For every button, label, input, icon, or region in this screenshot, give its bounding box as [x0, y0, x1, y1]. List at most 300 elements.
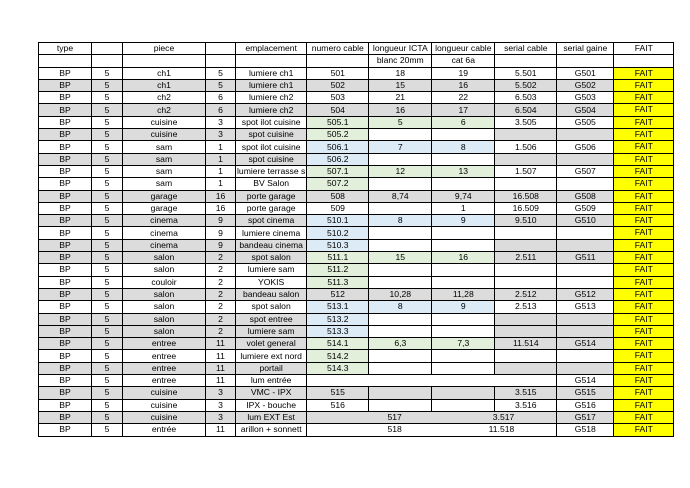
subheader-cell	[236, 55, 307, 67]
fait-badge: FAIT	[614, 326, 673, 337]
longueur-cable-cell	[432, 313, 495, 325]
level-cell: 5	[92, 387, 123, 399]
fait-badge: FAIT	[614, 117, 673, 128]
table-row	[39, 104, 674, 116]
type-cell: BP	[39, 153, 92, 165]
longueur-cable-cell: 13	[432, 165, 495, 177]
longueur-icta-cell	[369, 313, 432, 325]
numero-cable-cell: 513.1	[307, 301, 369, 313]
fait-cell	[614, 338, 674, 350]
level-cell: 5	[92, 178, 123, 190]
fait-cell	[614, 350, 674, 362]
serial-gaine-cell: G512	[557, 288, 614, 300]
room-number-cell: 5	[206, 67, 236, 79]
longueur-cable-cell	[432, 362, 495, 374]
type-cell: BP	[39, 264, 92, 276]
piece-cell: salon	[123, 252, 206, 264]
serial-cable-cell	[495, 239, 557, 251]
emplacement-cell: bandeau salon	[236, 288, 307, 300]
table-row	[39, 215, 674, 227]
serial-cable-cell	[495, 264, 557, 276]
fait-badge: FAIT	[614, 277, 673, 288]
type-cell: BP	[39, 104, 92, 116]
numero-cable-cell: 511.1	[307, 252, 369, 264]
serial-cable-cell: 1.506	[495, 141, 557, 153]
numero-cable-cell: 510.1	[307, 215, 369, 227]
type-cell: BP	[39, 116, 92, 128]
serial-cable-cell: 6.503	[495, 92, 557, 104]
type-cell: BP	[39, 227, 92, 239]
longueur-icta-cell	[369, 387, 432, 399]
longueur-icta-cell	[369, 264, 432, 276]
longueur-cable-cell	[432, 239, 495, 251]
longueur-icta-cell: 18	[369, 67, 432, 79]
serial-cable-cell	[495, 362, 557, 374]
level-cell: 5	[92, 215, 123, 227]
longueur-icta-cell: 16	[369, 104, 432, 116]
fait-badge: FAIT	[614, 252, 673, 263]
level-cell: 5	[92, 67, 123, 79]
piece-cell: salon	[123, 313, 206, 325]
numero-cable-cell: 504	[307, 104, 369, 116]
emplacement-cell: lum EXT Est	[236, 411, 307, 423]
numero-cable-cell: 508	[307, 190, 369, 202]
fait-cell	[614, 215, 674, 227]
room-number-cell: 16	[206, 190, 236, 202]
table-row	[39, 325, 674, 337]
emplacement-cell: spot cinema	[236, 215, 307, 227]
table-row	[39, 424, 674, 436]
longueur-cable-cell	[432, 264, 495, 276]
emplacement-cell: lum entrée	[236, 375, 307, 387]
piece-cell: sam	[123, 178, 206, 190]
type-cell: BP	[39, 178, 92, 190]
serial-gaine-cell	[557, 153, 614, 165]
serial-gaine-cell	[557, 178, 614, 190]
emplacement-cell: porte garage	[236, 190, 307, 202]
table-row	[39, 239, 674, 251]
serial-cable-cell	[495, 227, 557, 239]
fait-badge: FAIT	[614, 68, 673, 79]
room-number-cell: 1	[206, 165, 236, 177]
piece-cell: sam	[123, 165, 206, 177]
longueur-icta-cell	[369, 239, 432, 251]
level-cell: 5	[92, 276, 123, 288]
serial-gaine-cell	[557, 350, 614, 362]
piece-cell: garage	[123, 190, 206, 202]
fait-cell	[614, 411, 674, 423]
level-cell: 5	[92, 350, 123, 362]
serial-gaine-cell: G502	[557, 79, 614, 91]
numero-cable-cell: 515	[307, 387, 369, 399]
emplacement-cell: lumiere ext nord	[236, 350, 307, 362]
fait-badge: FAIT	[614, 227, 673, 238]
longueur-icta-cell	[369, 325, 432, 337]
serial-gaine-cell: G501	[557, 67, 614, 79]
serial-cable-cell	[495, 350, 557, 362]
serial-cable-cell: 11.514	[495, 338, 557, 350]
piece-cell: cinema	[123, 215, 206, 227]
merged-cell	[307, 375, 557, 387]
table-row	[39, 190, 674, 202]
subheader-cable-unit: cat 6a	[432, 55, 495, 67]
serial-cable-cell	[495, 276, 557, 288]
room-number-cell: 1	[206, 153, 236, 165]
table-row	[39, 399, 674, 411]
room-number-cell: 9	[206, 215, 236, 227]
piece-cell: entrée	[123, 424, 206, 436]
room-number-cell: 2	[206, 264, 236, 276]
serial-gaine-cell: G517	[557, 411, 614, 423]
longueur-cable-cell: 1	[432, 202, 495, 214]
numero-cable-cell: 510.3	[307, 239, 369, 251]
room-number-cell: 2	[206, 325, 236, 337]
fait-badge: FAIT	[614, 80, 673, 91]
type-cell: BP	[39, 190, 92, 202]
numero-cable-cell: 509	[307, 202, 369, 214]
room-number-cell: 6	[206, 92, 236, 104]
type-cell: BP	[39, 387, 92, 399]
level-cell: 5	[92, 411, 123, 423]
longueur-cable-cell	[432, 153, 495, 165]
piece-cell: garage	[123, 202, 206, 214]
type-cell: BP	[39, 141, 92, 153]
numero-cable-cell: 503	[307, 92, 369, 104]
piece-cell: entree	[123, 375, 206, 387]
type-cell: BP	[39, 325, 92, 337]
type-cell: BP	[39, 276, 92, 288]
subheader-cell	[307, 55, 369, 67]
longueur-cable-cell	[432, 276, 495, 288]
room-number-cell: 3	[206, 411, 236, 423]
longueur-icta-cell: 8	[369, 301, 432, 313]
longueur-icta-cell	[369, 178, 432, 190]
level-cell: 5	[92, 116, 123, 128]
piece-cell: cuisine	[123, 387, 206, 399]
level-cell: 5	[92, 375, 123, 387]
level-cell: 5	[92, 92, 123, 104]
serial-cable-cell: 16.508	[495, 190, 557, 202]
serial-gaine-cell: G503	[557, 92, 614, 104]
longueur-icta-cell: 8,74	[369, 190, 432, 202]
table-row	[39, 79, 674, 91]
piece-cell: ch1	[123, 67, 206, 79]
type-cell: BP	[39, 411, 92, 423]
fait-cell	[614, 92, 674, 104]
emplacement-cell: lumiere ch2	[236, 92, 307, 104]
room-number-cell: 2	[206, 252, 236, 264]
table-row	[39, 411, 674, 423]
serial-gaine-cell	[557, 276, 614, 288]
longueur-icta-cell	[369, 129, 432, 141]
serial-gaine-cell: G514	[557, 338, 614, 350]
serial-gaine-cell: G513	[557, 301, 614, 313]
longueur-cable-cell: 11,28	[432, 288, 495, 300]
serial-cable-cell: 2.512	[495, 288, 557, 300]
level-cell: 5	[92, 202, 123, 214]
table-row	[39, 375, 674, 387]
serial-gaine-cell	[557, 313, 614, 325]
table-row	[39, 313, 674, 325]
serial-gaine-cell	[557, 227, 614, 239]
numero-cable-cell: 516	[307, 399, 369, 411]
numero-cable-cell: 514.1	[307, 338, 369, 350]
serial-gaine-cell	[557, 129, 614, 141]
emplacement-cell: lumiere sam	[236, 264, 307, 276]
fait-cell	[614, 104, 674, 116]
longueur-cable-cell	[432, 178, 495, 190]
fait-cell	[614, 252, 674, 264]
serial-cable-cell: 9.510	[495, 215, 557, 227]
serial-gaine-cell: G505	[557, 116, 614, 128]
room-number-cell: 3	[206, 399, 236, 411]
room-number-cell: 1	[206, 178, 236, 190]
longueur-cable-cell: 8	[432, 141, 495, 153]
numero-cable-cell: 505.1	[307, 116, 369, 128]
serial-gaine-cell	[557, 362, 614, 374]
table-row	[39, 116, 674, 128]
emplacement-cell: spot cuisine	[236, 153, 307, 165]
serial-gaine-cell: G508	[557, 190, 614, 202]
longueur-cable-cell	[432, 399, 495, 411]
fait-badge: FAIT	[614, 264, 673, 275]
type-cell: BP	[39, 129, 92, 141]
fait-cell	[614, 165, 674, 177]
serial-cable-cell: 3.517	[432, 411, 557, 423]
serial-gaine-cell: G518	[557, 424, 614, 436]
fait-badge: FAIT	[614, 314, 673, 325]
col-header-type: type	[39, 43, 92, 55]
table-row	[39, 202, 674, 214]
longueur-cable-cell	[432, 325, 495, 337]
emplacement-cell: lumiere ch1	[236, 67, 307, 79]
col-header-blank-1	[92, 43, 123, 55]
longueur-icta-cell	[369, 227, 432, 239]
level-cell: 5	[92, 338, 123, 350]
serial-cable-cell: 2.511	[495, 252, 557, 264]
col-header-longueur-cable: longueur cable	[432, 43, 495, 55]
room-number-cell: 1	[206, 141, 236, 153]
type-cell: BP	[39, 288, 92, 300]
fait-badge: FAIT	[614, 350, 673, 361]
numero-cable-cell: 510.2	[307, 227, 369, 239]
table-row	[39, 178, 674, 190]
type-cell: BP	[39, 165, 92, 177]
fait-badge: FAIT	[614, 178, 673, 189]
serial-cable-cell	[495, 313, 557, 325]
numero-cable-cell: 517	[307, 411, 432, 423]
level-cell: 5	[92, 252, 123, 264]
piece-cell: cuisine	[123, 129, 206, 141]
level-cell: 5	[92, 362, 123, 374]
numero-cable-cell: 502	[307, 79, 369, 91]
emplacement-cell: bandeau cinema	[236, 239, 307, 251]
type-cell: BP	[39, 67, 92, 79]
fait-cell	[614, 116, 674, 128]
longueur-icta-cell: 6,3	[369, 338, 432, 350]
longueur-icta-cell: 5	[369, 116, 432, 128]
table-row	[39, 338, 674, 350]
type-cell: BP	[39, 375, 92, 387]
numero-cable-cell: 505.2	[307, 129, 369, 141]
fait-cell	[614, 301, 674, 313]
serial-cable-cell: 11.518	[432, 424, 557, 436]
room-number-cell: 2	[206, 288, 236, 300]
emplacement-cell: portail	[236, 362, 307, 374]
col-header-fait: FAIT	[614, 43, 674, 55]
table-row	[39, 141, 674, 153]
emplacement-cell: lumiere ch1	[236, 79, 307, 91]
level-cell: 5	[92, 190, 123, 202]
table-row	[39, 350, 674, 362]
longueur-cable-cell: 9	[432, 215, 495, 227]
emplacement-cell: spot salon	[236, 301, 307, 313]
serial-gaine-cell: G504	[557, 104, 614, 116]
level-cell: 5	[92, 399, 123, 411]
serial-cable-cell	[495, 129, 557, 141]
subheader-row	[39, 55, 674, 67]
piece-cell: salon	[123, 301, 206, 313]
numero-cable-cell: 513.2	[307, 313, 369, 325]
piece-cell: cuisine	[123, 399, 206, 411]
serial-gaine-cell	[557, 325, 614, 337]
numero-cable-cell: 518	[307, 424, 432, 436]
subheader-cell	[39, 55, 92, 67]
fait-badge: FAIT	[614, 301, 673, 312]
fait-badge: FAIT	[614, 154, 673, 165]
piece-cell: entree	[123, 350, 206, 362]
fait-badge: FAIT	[614, 104, 673, 115]
piece-cell: salon	[123, 288, 206, 300]
room-number-cell: 6	[206, 104, 236, 116]
longueur-icta-cell: 15	[369, 252, 432, 264]
numero-cable-cell: 514.2	[307, 350, 369, 362]
longueur-icta-cell: 7	[369, 141, 432, 153]
longueur-icta-cell: 12	[369, 165, 432, 177]
fait-badge: FAIT	[614, 424, 673, 435]
numero-cable-cell: 512	[307, 288, 369, 300]
longueur-cable-cell: 16	[432, 79, 495, 91]
subheader-cell	[495, 55, 557, 67]
serial-cable-cell: 3.505	[495, 116, 557, 128]
piece-cell: sam	[123, 141, 206, 153]
table-row	[39, 264, 674, 276]
room-number-cell: 2	[206, 301, 236, 313]
room-number-cell: 3	[206, 116, 236, 128]
fait-badge: FAIT	[614, 240, 673, 251]
table-row	[39, 276, 674, 288]
type-cell: BP	[39, 424, 92, 436]
type-cell: BP	[39, 350, 92, 362]
subheader-cell	[614, 55, 674, 67]
room-number-cell: 9	[206, 239, 236, 251]
col-header-piece: piece	[123, 43, 206, 55]
longueur-icta-cell: 8	[369, 215, 432, 227]
level-cell: 5	[92, 79, 123, 91]
fait-badge: FAIT	[614, 215, 673, 226]
subheader-cell	[557, 55, 614, 67]
level-cell: 5	[92, 165, 123, 177]
fait-badge: FAIT	[614, 92, 673, 103]
serial-cable-cell: 3.516	[495, 399, 557, 411]
fait-badge: FAIT	[614, 166, 673, 177]
fait-cell	[614, 424, 674, 436]
fait-cell	[614, 129, 674, 141]
fait-badge: FAIT	[614, 412, 673, 423]
type-cell: BP	[39, 215, 92, 227]
table-row	[39, 165, 674, 177]
room-number-cell: 3	[206, 387, 236, 399]
col-header-serial-gaine: serial gaine	[557, 43, 614, 55]
emplacement-cell: volet general	[236, 338, 307, 350]
serial-cable-cell	[495, 153, 557, 165]
table-row	[39, 67, 674, 79]
room-number-cell: 11	[206, 424, 236, 436]
fait-cell	[614, 387, 674, 399]
table-row	[39, 252, 674, 264]
fait-badge: FAIT	[614, 203, 673, 214]
room-number-cell: 3	[206, 129, 236, 141]
piece-cell: ch2	[123, 104, 206, 116]
longueur-cable-cell: 9,74	[432, 190, 495, 202]
level-cell: 5	[92, 325, 123, 337]
fait-cell	[614, 79, 674, 91]
type-cell: BP	[39, 313, 92, 325]
table-row	[39, 227, 674, 239]
subheader-cell	[92, 55, 123, 67]
numero-cable-cell: 506.1	[307, 141, 369, 153]
type-cell: BP	[39, 239, 92, 251]
piece-cell: salon	[123, 264, 206, 276]
serial-cable-cell: 1.507	[495, 165, 557, 177]
subheader-cell	[123, 55, 206, 67]
table-row	[39, 129, 674, 141]
emplacement-cell: spot ilot cuisine	[236, 116, 307, 128]
longueur-cable-cell	[432, 350, 495, 362]
level-cell: 5	[92, 264, 123, 276]
emplacement-cell: lumiere sam	[236, 325, 307, 337]
fait-cell	[614, 190, 674, 202]
type-cell: BP	[39, 338, 92, 350]
longueur-icta-cell	[369, 350, 432, 362]
piece-cell: ch1	[123, 79, 206, 91]
longueur-cable-cell: 7,3	[432, 338, 495, 350]
fait-cell	[614, 141, 674, 153]
table-row	[39, 301, 674, 313]
room-number-cell: 11	[206, 350, 236, 362]
header-row	[39, 43, 674, 55]
piece-cell: cuisine	[123, 411, 206, 423]
emplacement-cell: lumiere terrasse s	[237, 166, 306, 177]
room-number-cell: 2	[206, 276, 236, 288]
col-header-blank-2	[206, 43, 236, 55]
serial-gaine-cell: G506	[557, 141, 614, 153]
subheader-cell	[206, 55, 236, 67]
fait-badge: FAIT	[614, 191, 673, 202]
fait-cell	[614, 153, 674, 165]
room-number-cell: 11	[206, 375, 236, 387]
serial-gaine-cell: G514	[557, 375, 614, 387]
fait-cell	[614, 67, 674, 79]
room-number-cell: 9	[206, 227, 236, 239]
level-cell: 5	[92, 129, 123, 141]
emplacement-cell: VMC - IPX	[236, 387, 307, 399]
col-header-longueur-icta: longueur ICTA	[369, 43, 432, 55]
numero-cable-cell: 511.3	[307, 276, 369, 288]
emplacement-cell: spot entree	[236, 313, 307, 325]
numero-cable-cell: 513.3	[307, 325, 369, 337]
serial-cable-cell	[495, 325, 557, 337]
